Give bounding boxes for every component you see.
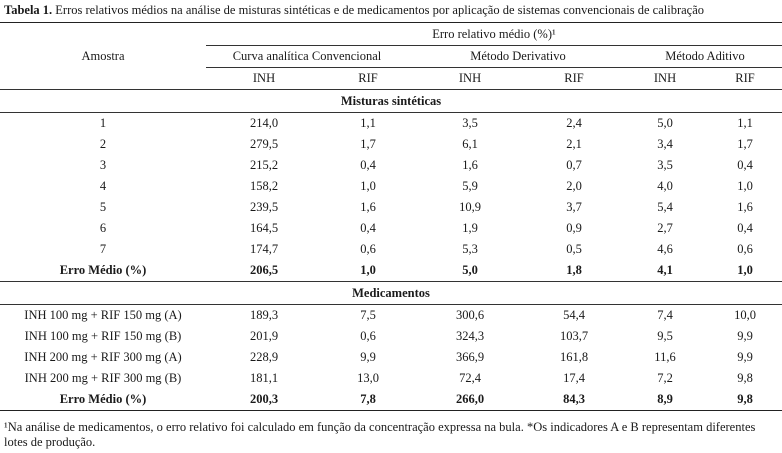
results-table [0, 22, 782, 411]
sub-header: RIF [322, 68, 414, 90]
table-row [0, 113, 782, 135]
group-header-additive: Método Aditivo [622, 46, 782, 68]
table-row [0, 326, 782, 347]
row-label: INH 100 mg + RIF 150 mg (B) [24, 329, 182, 343]
cell-value: 103,7 [559, 329, 589, 343]
sample-header: Amostra [0, 23, 206, 90]
cell-value: 72,4 [459, 371, 481, 385]
cell-value: 215,2 [249, 158, 279, 172]
cell-value: 200,3 [206, 389, 322, 411]
cell-value: 6,1 [462, 137, 478, 151]
cell-value: 214,0 [249, 116, 279, 130]
header-row-1 [0, 23, 782, 46]
cell-value: 1,0 [737, 179, 753, 193]
cell-value: 84,3 [526, 389, 622, 411]
cell-value: 7,5 [360, 308, 376, 322]
row-label: 3 [99, 158, 107, 172]
cell-value: 3,5 [657, 158, 673, 172]
cell-value: 1,0 [322, 260, 414, 282]
caption-text: Erros relativos médios na análise de misturas sintéticas e de medicamentos por aplicação de sistemas convencionais de calibração [55, 3, 705, 17]
cell-value: 206,5 [206, 260, 322, 282]
table-row [0, 368, 782, 389]
cell-value: 11,6 [654, 350, 676, 364]
cell-value: 0,4 [360, 221, 376, 235]
table-row [0, 197, 782, 218]
cell-value: 7,4 [657, 308, 673, 322]
cell-value: 1,8 [526, 260, 622, 282]
average-row [0, 260, 782, 282]
cell-value: 189,3 [249, 308, 279, 322]
cell-value: 174,7 [249, 242, 279, 256]
row-label: 1 [99, 116, 107, 130]
cell-value: 7,2 [657, 371, 673, 385]
cell-value: 9,5 [657, 329, 673, 343]
cell-value: 1,7 [737, 137, 753, 151]
cell-value: 0,6 [360, 329, 376, 343]
group-header-derivative: Método Derivativo [414, 46, 622, 68]
cell-value: 0,9 [566, 221, 582, 235]
cell-value: 9,9 [737, 350, 753, 364]
cell-value: 0,7 [566, 158, 582, 172]
cell-value: 1,6 [360, 200, 376, 214]
section-header-row [0, 90, 782, 113]
row-label: 4 [99, 179, 107, 193]
sub-header: INH [206, 68, 322, 90]
cell-value: 1,6 [737, 200, 753, 214]
cell-value: 158,2 [249, 179, 279, 193]
cell-value: 5,0 [414, 260, 526, 282]
row-label: Erro Médio (%) [0, 260, 206, 282]
cell-value: 324,3 [455, 329, 485, 343]
row-label: INH 200 mg + RIF 300 mg (B) [24, 371, 182, 385]
cell-value: 2,7 [657, 221, 673, 235]
cell-value: 4,0 [657, 179, 673, 193]
cell-value: 300,6 [455, 308, 485, 322]
table-row [0, 347, 782, 368]
cell-value: 0,5 [566, 242, 582, 256]
cell-value: 1,6 [462, 158, 478, 172]
table-row [0, 239, 782, 260]
average-row [0, 389, 782, 411]
cell-value: 17,4 [563, 371, 585, 385]
row-label: 2 [99, 137, 107, 151]
cell-value: 201,9 [249, 329, 279, 343]
cell-value: 1,1 [737, 116, 753, 130]
cell-value: 2,1 [566, 137, 582, 151]
cell-value: 228,9 [249, 350, 279, 364]
cell-value: 9,8 [708, 389, 782, 411]
row-label: 5 [99, 200, 107, 214]
cell-value: 4,6 [657, 242, 673, 256]
row-label: INH 100 mg + RIF 150 mg (A) [24, 308, 182, 322]
table-row [0, 305, 782, 327]
cell-value: 9,8 [737, 371, 753, 385]
cell-value: 7,8 [322, 389, 414, 411]
cell-value: 0,4 [737, 221, 753, 235]
cell-value: 366,9 [455, 350, 485, 364]
cell-value: 10,9 [459, 200, 481, 214]
cell-value: 9,9 [737, 329, 753, 343]
cell-value: 1,0 [360, 179, 376, 193]
cell-value: 2,0 [566, 179, 582, 193]
cell-value: 0,6 [360, 242, 376, 256]
table-row [0, 134, 782, 155]
sub-header: RIF [526, 68, 622, 90]
cell-value: 13,0 [357, 371, 379, 385]
cell-value: 2,4 [566, 116, 582, 130]
cell-value: 1,1 [360, 116, 376, 130]
cell-value: 5,9 [462, 179, 478, 193]
cell-value: 5,4 [657, 200, 673, 214]
cell-value: 4,1 [622, 260, 708, 282]
error-header: Erro relativo médio (%)¹ [206, 23, 782, 46]
cell-value: 0,4 [360, 158, 376, 172]
cell-value: 8,9 [622, 389, 708, 411]
row-label: Erro Médio (%) [0, 389, 206, 411]
sub-header: INH [414, 68, 526, 90]
cell-value: 5,0 [657, 116, 673, 130]
group-header-conventional: Curva analítica Convencional [206, 46, 414, 68]
sub-header: RIF [708, 68, 782, 90]
cell-value: 266,0 [414, 389, 526, 411]
cell-value: 5,3 [462, 242, 478, 256]
table-row [0, 155, 782, 176]
section-title: Medicamentos [0, 282, 782, 305]
row-label: 6 [99, 221, 107, 235]
row-label: 7 [99, 242, 107, 256]
cell-value: 1,0 [708, 260, 782, 282]
cell-value: 54,4 [563, 308, 585, 322]
cell-value: 181,1 [249, 371, 279, 385]
footnote: ¹Na análise de medicamentos, o erro relativo foi calculado em função da concentração expressa na bula. *Os indicadores A e B representam diferentes lotes de produção. [4, 420, 756, 449]
cell-value: 9,9 [360, 350, 376, 364]
table-caption [4, 2, 704, 18]
table-row [0, 176, 782, 197]
cell-value: 3,4 [657, 137, 673, 151]
caption-label: Tabela 1. [4, 3, 53, 17]
sub-header: INH [622, 68, 708, 90]
cell-value: 164,5 [249, 221, 279, 235]
cell-value: 161,8 [559, 350, 589, 364]
cell-value: 10,0 [734, 308, 756, 322]
cell-value: 239,5 [249, 200, 279, 214]
cell-value: 279,5 [249, 137, 279, 151]
cell-value: 3,7 [566, 200, 582, 214]
cell-value: 1,7 [360, 137, 376, 151]
row-label: INH 200 mg + RIF 300 mg (A) [24, 350, 182, 364]
cell-value: 0,4 [737, 158, 753, 172]
cell-value: 3,5 [462, 116, 478, 130]
section-title: Misturas sintéticas [0, 90, 782, 113]
cell-value: 0,6 [737, 242, 753, 256]
table-row [0, 218, 782, 239]
section-header-row [0, 282, 782, 305]
cell-value: 1,9 [462, 221, 478, 235]
